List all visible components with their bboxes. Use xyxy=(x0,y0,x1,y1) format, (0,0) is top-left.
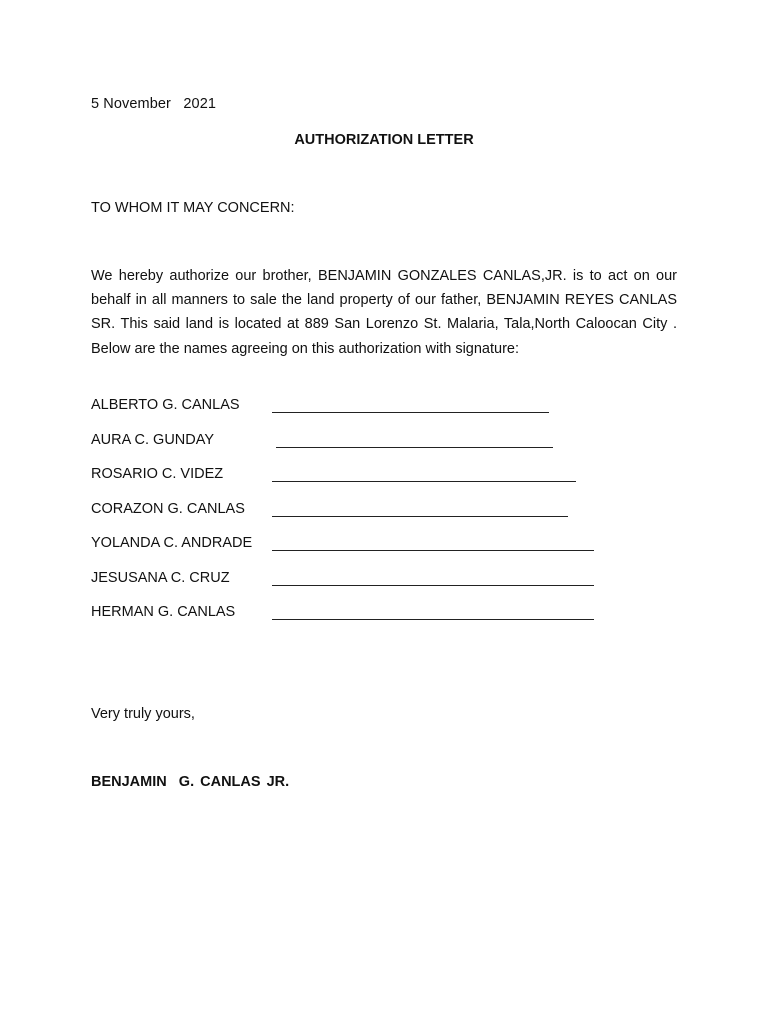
letter-title-text: AUTHORIZATION LETTER xyxy=(294,132,474,148)
signatory-name: ALBERTO G. CANLAS xyxy=(91,397,240,413)
signatory-name: JESUSANA C. CRUZ xyxy=(91,569,230,586)
signatory-row xyxy=(91,535,691,570)
letter-title xyxy=(0,132,768,148)
signatory-name: AURA C. GUNDAY xyxy=(91,431,215,448)
signatory-name: ROSARIO C. VIDEZ xyxy=(91,466,224,482)
letter-closing: Very truly yours, xyxy=(91,706,195,722)
signatory-row xyxy=(91,397,691,432)
letter-signer: BENJAMIN G. CANLAS JR. xyxy=(91,774,290,790)
signatory-row xyxy=(91,466,691,501)
signatory-row xyxy=(91,604,691,639)
signatory-name: CORAZON G. CANLAS xyxy=(91,500,245,517)
signatory-row xyxy=(91,432,691,467)
signatory-list xyxy=(91,397,691,639)
signature-line xyxy=(272,516,568,517)
signatory-row xyxy=(91,501,691,536)
signature-line xyxy=(272,412,549,413)
signatory-name: YOLANDA C. ANDRADE xyxy=(91,535,253,551)
signature-line xyxy=(272,619,594,620)
signature-line xyxy=(272,550,594,551)
signatory-name: HERMAN G. CANLAS xyxy=(91,604,236,620)
letter-body: We hereby authorize our brother, BENJAMIN GONZALES CANLAS,JR. is to act on our behalf in all manners to sale the land property of our father, BENJAMIN REYES CANLAS SR. This said land is located at 889 San Lorenzo St. Malaria, Tala,North Caloocan City . Below are the names agreeing on this authorization with signature: xyxy=(91,268,677,357)
letter-salutation: TO WHOM IT MAY CONCERN: xyxy=(91,200,295,216)
signature-line xyxy=(276,447,553,448)
letter-date: 5 November 2021 xyxy=(91,96,217,112)
signature-line xyxy=(272,585,594,586)
signature-line xyxy=(272,481,576,482)
signatory-row xyxy=(91,570,691,605)
